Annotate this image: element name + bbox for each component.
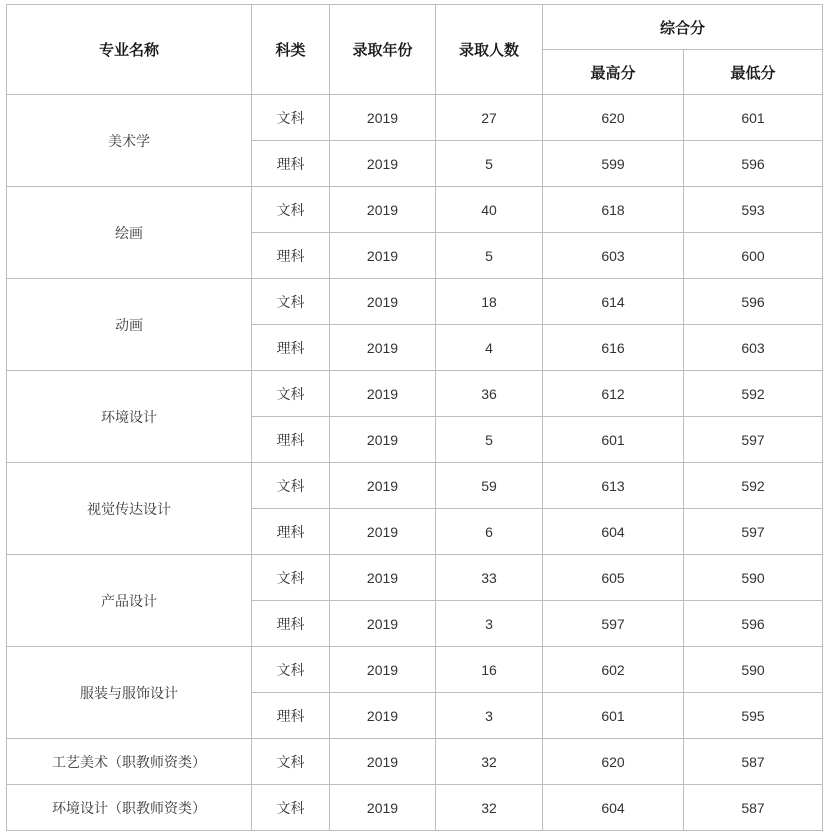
year-cell: 2019 (330, 141, 436, 187)
category-cell: 文科 (252, 555, 330, 601)
category-cell: 理科 (252, 325, 330, 371)
admitted-count-cell: 27 (436, 95, 543, 141)
min-score-cell: 596 (684, 601, 823, 647)
header-row-top (7, 5, 823, 50)
admission-score-table (6, 4, 823, 831)
major-name-cell: 绘画 (7, 187, 252, 279)
min-score-cell: 587 (684, 785, 823, 831)
admitted-count-cell: 16 (436, 647, 543, 693)
min-score-cell: 596 (684, 279, 823, 325)
min-score-cell: 597 (684, 417, 823, 463)
year-cell: 2019 (330, 325, 436, 371)
major-name-cell: 美术学 (7, 95, 252, 187)
max-score-cell: 604 (543, 509, 684, 555)
min-score-cell: 597 (684, 509, 823, 555)
header-category: 科类 (252, 5, 330, 95)
year-cell: 2019 (330, 555, 436, 601)
admitted-count-cell: 5 (436, 417, 543, 463)
year-cell: 2019 (330, 785, 436, 831)
year-cell: 2019 (330, 187, 436, 233)
major-name-cell: 动画 (7, 279, 252, 371)
category-cell: 文科 (252, 739, 330, 785)
year-cell: 2019 (330, 417, 436, 463)
year-cell: 2019 (330, 739, 436, 785)
category-cell: 文科 (252, 647, 330, 693)
min-score-cell: 593 (684, 187, 823, 233)
header-major: 专业名称 (7, 5, 252, 95)
min-score-cell: 592 (684, 371, 823, 417)
year-cell: 2019 (330, 371, 436, 417)
admitted-count-cell: 3 (436, 693, 543, 739)
admitted-count-cell: 18 (436, 279, 543, 325)
admitted-count-cell: 5 (436, 141, 543, 187)
max-score-cell: 620 (543, 739, 684, 785)
max-score-cell: 603 (543, 233, 684, 279)
major-name-cell: 服装与服饰设计 (7, 647, 252, 739)
min-score-cell: 596 (684, 141, 823, 187)
category-cell: 理科 (252, 693, 330, 739)
table-row (7, 785, 823, 831)
admitted-count-cell: 36 (436, 371, 543, 417)
category-cell: 理科 (252, 509, 330, 555)
max-score-cell: 604 (543, 785, 684, 831)
major-name-cell: 视觉传达设计 (7, 463, 252, 555)
year-cell: 2019 (330, 647, 436, 693)
table-body (7, 95, 823, 831)
min-score-cell: 601 (684, 95, 823, 141)
table-row (7, 463, 823, 509)
header-year: 录取年份 (330, 5, 436, 95)
admitted-count-cell: 5 (436, 233, 543, 279)
header-max-score: 最高分 (543, 50, 684, 95)
min-score-cell: 600 (684, 233, 823, 279)
category-cell: 理科 (252, 233, 330, 279)
max-score-cell: 597 (543, 601, 684, 647)
min-score-cell: 595 (684, 693, 823, 739)
year-cell: 2019 (330, 463, 436, 509)
admitted-count-cell: 59 (436, 463, 543, 509)
admitted-count-cell: 3 (436, 601, 543, 647)
category-cell: 文科 (252, 95, 330, 141)
max-score-cell: 605 (543, 555, 684, 601)
table-row (7, 371, 823, 417)
table-row (7, 647, 823, 693)
max-score-cell: 601 (543, 693, 684, 739)
header-composite-score: 综合分 (543, 5, 823, 50)
table-header (7, 5, 823, 95)
min-score-cell: 590 (684, 555, 823, 601)
max-score-cell: 616 (543, 325, 684, 371)
admitted-count-cell: 33 (436, 555, 543, 601)
major-name-cell: 环境设计（职教师资类） (7, 785, 252, 831)
max-score-cell: 599 (543, 141, 684, 187)
admitted-count-cell: 6 (436, 509, 543, 555)
category-cell: 文科 (252, 463, 330, 509)
max-score-cell: 614 (543, 279, 684, 325)
year-cell: 2019 (330, 601, 436, 647)
admitted-count-cell: 40 (436, 187, 543, 233)
max-score-cell: 602 (543, 647, 684, 693)
min-score-cell: 603 (684, 325, 823, 371)
table-row (7, 95, 823, 141)
category-cell: 理科 (252, 141, 330, 187)
table-row (7, 187, 823, 233)
max-score-cell: 601 (543, 417, 684, 463)
year-cell: 2019 (330, 509, 436, 555)
table-row (7, 279, 823, 325)
admitted-count-cell: 4 (436, 325, 543, 371)
header-min-score: 最低分 (684, 50, 823, 95)
year-cell: 2019 (330, 95, 436, 141)
category-cell: 文科 (252, 187, 330, 233)
max-score-cell: 613 (543, 463, 684, 509)
table-row (7, 555, 823, 601)
min-score-cell: 592 (684, 463, 823, 509)
year-cell: 2019 (330, 279, 436, 325)
major-name-cell: 产品设计 (7, 555, 252, 647)
table-row (7, 739, 823, 785)
min-score-cell: 587 (684, 739, 823, 785)
header-count: 录取人数 (436, 5, 543, 95)
admitted-count-cell: 32 (436, 739, 543, 785)
category-cell: 理科 (252, 601, 330, 647)
major-name-cell: 工艺美术（职教师资类） (7, 739, 252, 785)
year-cell: 2019 (330, 233, 436, 279)
max-score-cell: 612 (543, 371, 684, 417)
min-score-cell: 590 (684, 647, 823, 693)
category-cell: 文科 (252, 371, 330, 417)
category-cell: 理科 (252, 417, 330, 463)
max-score-cell: 620 (543, 95, 684, 141)
category-cell: 文科 (252, 279, 330, 325)
max-score-cell: 618 (543, 187, 684, 233)
major-name-cell: 环境设计 (7, 371, 252, 463)
category-cell: 文科 (252, 785, 330, 831)
year-cell: 2019 (330, 693, 436, 739)
admitted-count-cell: 32 (436, 785, 543, 831)
